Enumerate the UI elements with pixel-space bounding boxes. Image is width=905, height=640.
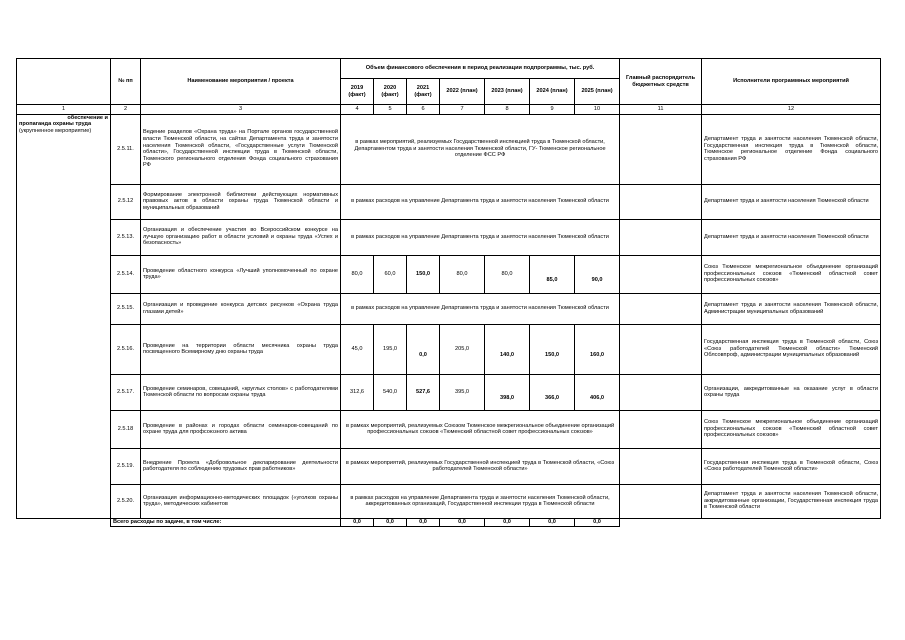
budget-manager-cell [620,184,702,219]
activity-name: Внедрение Проекта «Добровольное декларирование деятельности работодателя по соблюдению трудовых прав работников» [141,448,341,484]
budget-manager-cell [620,255,702,293]
executors: Департамент труда и занятости населения Тюменской области [702,184,881,219]
total-row [17,518,881,526]
total-2021: 0,0 [407,518,440,526]
total-2020: 0,0 [374,518,407,526]
value-2021: 0,0 [407,324,440,374]
value-2025: 160,0 [575,324,620,374]
budget-manager-cell [620,484,702,518]
executors: Государственная инспекция труда в Тюменской области, Союз «Союз работодателей Тюменской области» Тюменский Облсовпроф, администрации муниципальных образований [702,324,881,374]
table-row [17,374,881,410]
total-label: Всего расходы по задаче, в том числе: [111,518,341,526]
column-number-row [17,105,881,115]
executors: Союз Тюменское межрегиональное объединение организаций профессиональных союзов «Тюменский областной совет профессиональных союзов» [702,255,881,293]
row-number: 2.5.12 [111,184,141,219]
merged-funding-note: в рамках мероприятий, реализуемых Союзом Тюменское межрегиональное объединение организаций профессиональных союзов «Тюменский областной совет профессиональных союзов» [341,410,620,448]
executors: Департамент труда и занятости населения Тюменской области [702,219,881,255]
header-empty-cell [17,59,111,105]
activity-name: Организация и проведение конкурса детских рисунков «Охрана труда глазами детей» [141,293,341,324]
merged-funding-note: в рамках расходов на управление Департамента труда и занятости населения Тюменской области [341,219,620,255]
column-number: 7 [440,105,485,115]
row-number: 2.5.13. [111,219,141,255]
budget-manager-cell [620,114,702,184]
total-2025: 0,0 [575,518,620,526]
column-number: 9 [530,105,575,115]
row-number: 2.5.18 [111,410,141,448]
header-number: № пп [111,59,141,105]
activity-name: Организация информационно-методических площадок («уголков охраны труда», методических кабинетов [141,484,341,518]
value-2025: 406,0 [575,374,620,410]
budget-manager-cell [620,374,702,410]
header-year-2022: 2022 (план) [440,79,485,105]
header-activity-name: Наименование мероприятия / проекта [141,59,341,105]
value-2020: 60,0 [374,255,407,293]
value-2025: 90,0 [575,255,620,293]
value-2019: 80,0 [341,255,374,293]
activity-name: Проведение областного конкурса «Лучший уполномоченный по охране труда» [141,255,341,293]
merged-funding-note: в рамках мероприятий, реализуемых Государственной инспекцией труда в Тюменской области, «Союз работодателей Тюменской области» [341,448,620,484]
column-number: 4 [341,105,374,115]
merged-funding-note: в рамках мероприятий, реализуемых Государственной инспекцией труда в Тюменской области, Департаментом труда и занятости населения Тюменской области, ГУ- Тюменское региональное отделение ФСС РФ [341,114,620,184]
program-table [16,58,881,527]
value-2019: 45,0 [341,324,374,374]
row-number: 2.5.14. [111,255,141,293]
total-2024: 0,0 [530,518,575,526]
activity-name: Ведение разделов «Охрана труда» на Портале органов государственной власти Тюменской области, на сайтах Департамента труда и занятости населения Тюменской области, «Государственные услуги Тюменской области», Государственной инспекции труда в Тюменской области, Тюменского регионального отделения Фонда социального страхования РФ [141,114,341,184]
table-row [17,114,881,184]
budget-manager-cell [620,293,702,324]
header-budget-manager: Главный распорядитель бюджетных средств [620,59,702,105]
column-number: 10 [575,105,620,115]
table-row [17,293,881,324]
activity-name: Проведение на территории области месячника охраны труда посвященного Всемирному дню охраны труда [141,324,341,374]
row-number: 2.5.19. [111,448,141,484]
header-year-2019: 2019 (факт) [341,79,374,105]
value-2024: 366,0 [530,374,575,410]
row-number: 2.5.11. [111,114,141,184]
budget-manager-cell [620,410,702,448]
row-number: 2.5.16. [111,324,141,374]
merged-funding-note: в рамках расходов на управление Департамента труда и занятости населения Тюменской области [341,293,620,324]
activity-name: Проведение в районах и городах области семинаров-совещаний по охране труда для профсоюзного актива [141,410,341,448]
merged-funding-note: в рамках расходов на управление Департамента труда и занятости населения Тюменской области, аккредитованных организаций, Государственной инспекции труда в Тюменской области [341,484,620,518]
column-number: 3 [141,105,341,115]
column-number: 2 [111,105,141,115]
value-2021: 527,6 [407,374,440,410]
value-2024: 150,0 [530,324,575,374]
merged-funding-note: в рамках расходов на управление Департамента труда и занятости населения Тюменской области [341,184,620,219]
activity-name: Формирование электронной библиотеки действующих нормативных правовых актов в области охраны труда Тюменской области и муниципальных образований [141,184,341,219]
executors: Государственная инспекция труда в Тюменской области, Союз «Союз работодателей Тюменской области» [702,448,881,484]
table-row [17,255,881,293]
activity-name: Организация и обеспечение участия во Всероссийском конкурсе на лучшую организацию работ в области условий и охраны труда «Успех и безопасность» [141,219,341,255]
value-2020: 540,0 [374,374,407,410]
executors: Департамент труда и занятости населения Тюменской области, Государственная инспекция труда в Тюменской области, Тюменское региональное отделение Фонда социального страхования РФ [702,114,881,184]
section-title-line1: обеспечение и [67,114,108,121]
activity-name: Проведение семинаров, совещаний, «круглых столов» с работодателями Тюменской области по вопросам охраны труда [141,374,341,410]
column-number: 12 [702,105,881,115]
value-2021: 150,0 [407,255,440,293]
column-number: 5 [374,105,407,115]
column-number: 8 [485,105,530,115]
table-row [17,448,881,484]
row-number: 2.5.20. [111,484,141,518]
table-row [17,484,881,518]
header-year-2025: 2025 (план) [575,79,620,105]
table-row [17,324,881,374]
total-spacer [702,518,881,526]
header-year-2024: 2024 (план) [530,79,575,105]
value-2023: 140,0 [485,324,530,374]
section-title-line2: пропаганда охраны труда [19,121,92,128]
table-row [17,219,881,255]
value-2020: 195,0 [374,324,407,374]
budget-manager-cell [620,448,702,484]
value-2022: 205,0 [440,324,485,374]
executors: Союз Тюменское межрегиональное объединение организаций профессиональных союзов «Тюменский областной совет профессиональных союзов» [702,410,881,448]
total-2023: 0,0 [485,518,530,526]
section-title-cell [17,114,111,518]
total-spacer [17,518,111,526]
value-2022: 395,0 [440,374,485,410]
section-subtitle: (укрупненное мероприятие) [19,127,92,134]
column-number: 6 [407,105,440,115]
executors: Департамент труда и занятости населения Тюменской области, Администрации муниципальных образований [702,293,881,324]
executors: Организации, аккредитованные на оказание услуг в области охраны труда [702,374,881,410]
column-number: 1 [17,105,111,115]
value-2023: 398,0 [485,374,530,410]
executors: Департамент труда и занятости населения Тюменской области, аккредитованные организации, Государственная инспекция труда в Тюменской области [702,484,881,518]
value-2024: 85,0 [530,255,575,293]
row-number: 2.5.15. [111,293,141,324]
table-row [17,410,881,448]
table-row [17,184,881,219]
header-year-2020: 2020 (факт) [374,79,407,105]
header-year-2021: 2021 (факт) [407,79,440,105]
header-executors: Исполнители программных мероприятий [702,59,881,105]
budget-manager-cell [620,324,702,374]
value-2022: 80,0 [440,255,485,293]
value-2023: 80,0 [485,255,530,293]
header-year-2023: 2023 (план) [485,79,530,105]
budget-manager-cell [620,219,702,255]
total-2019: 0,0 [341,518,374,526]
value-2019: 312,6 [341,374,374,410]
total-spacer [620,518,702,526]
total-2022: 0,0 [440,518,485,526]
row-number: 2.5.17. [111,374,141,410]
header-finance: Объем финансового обеспечения в период реализации подпрограммы, тыс. руб. [341,59,620,79]
column-number: 11 [620,105,702,115]
